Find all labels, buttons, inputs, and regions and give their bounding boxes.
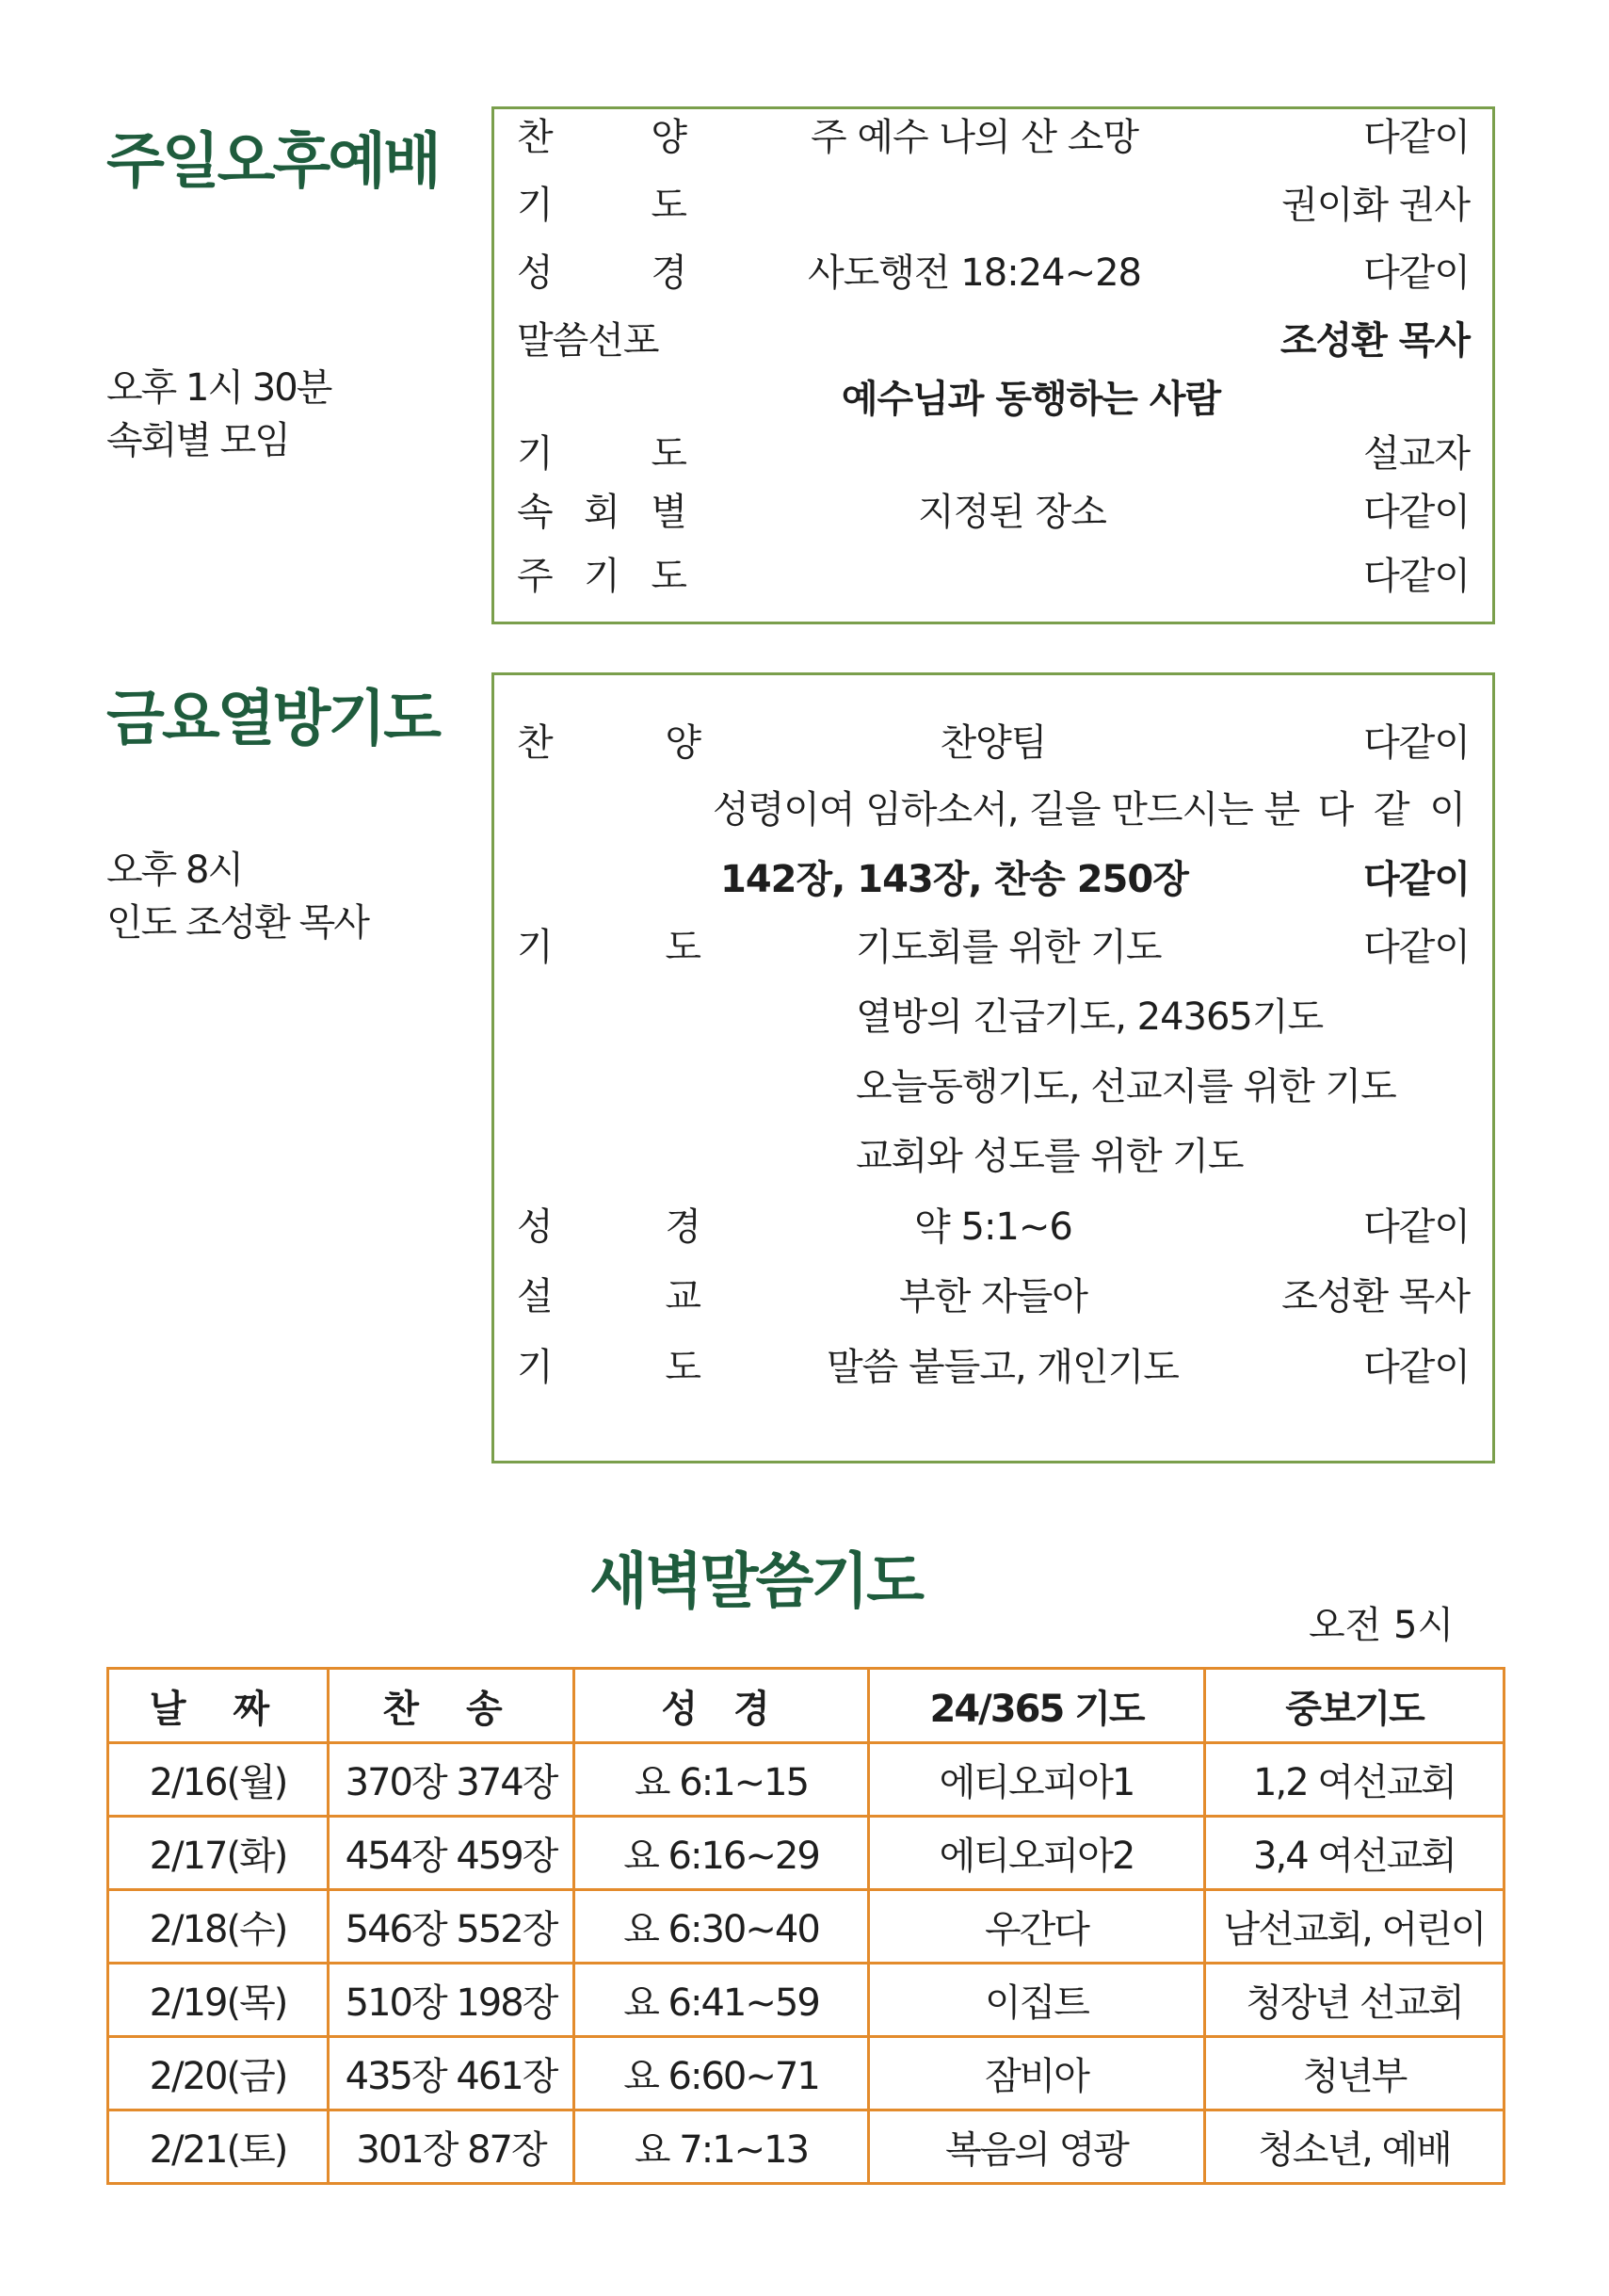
scripture-cell: 요 6:41~59: [574, 1964, 869, 2037]
order-row-sermon-title: [494, 371, 1492, 428]
order-center: 기도회를 위한 기도: [856, 926, 1162, 969]
order-label: 찬 양: [517, 116, 686, 159]
order-row-class: [494, 484, 1492, 541]
header-hymn: 찬 송: [329, 1669, 574, 1743]
friday-row-personal-prayer: [494, 1339, 1492, 1396]
order-center: 약 5:1~6: [914, 1205, 1072, 1249]
order-label: 찬 양: [517, 721, 700, 765]
dawn-prayer-title: 새벽말씀기도: [589, 1547, 922, 1617]
order-center: 지정된 장소: [918, 491, 1106, 534]
order-row-hymn: [494, 109, 1492, 166]
hymn-cell: 510장 198장: [329, 1964, 574, 2037]
order-center: 성령이여 임하소서, 길을 만드시는 분: [713, 788, 1300, 832]
friday-row-prayer: [494, 919, 1492, 976]
table-row: [108, 1817, 1504, 1890]
date-cell: 2/18(수): [108, 1890, 329, 1964]
prayer-topic-cell: 에티오피아2: [869, 1817, 1205, 1890]
friday-leader-note: 인도 조성환 목사: [106, 901, 368, 945]
order-center: 142장, 143장, 찬송 250장: [720, 858, 1188, 901]
scripture-cell: 요 7:1~13: [574, 2110, 869, 2184]
order-right: 설교자: [1363, 432, 1470, 476]
order-label: 말씀선포: [517, 319, 659, 363]
order-row-sermon: [494, 313, 1492, 369]
order-label: 기 도: [517, 184, 686, 227]
order-right: 조성환 목사: [1281, 1275, 1470, 1318]
order-right: 다같이: [1363, 858, 1470, 901]
order-center: 부한 자들아: [899, 1275, 1087, 1318]
order-right: 조성환 목사: [1279, 319, 1470, 363]
date-cell: 2/21(토): [108, 2110, 329, 2184]
scripture-cell: 요 6:60~71: [574, 2037, 869, 2110]
intercession-cell: 청년부: [1205, 2037, 1504, 2110]
order-label: 속 회 별: [517, 491, 686, 534]
intercession-cell: 청소년, 예배: [1205, 2110, 1504, 2184]
hymn-cell: 301장 87장: [329, 2110, 574, 2184]
order-right: 다같이: [1363, 1205, 1470, 1249]
dawn-schedule-table: [106, 1667, 1505, 2185]
friday-row-songs: [494, 782, 1492, 838]
order-right: 다같이: [1363, 926, 1470, 969]
order-label: 기 도: [517, 1346, 700, 1389]
hymn-cell: 435장 461장: [329, 2037, 574, 2110]
date-cell: 2/19(목): [108, 1964, 329, 2037]
order-center: 사도행전 18:24~28: [808, 251, 1141, 295]
intercession-cell: 남선교회, 어린이: [1205, 1890, 1504, 1964]
order-right: 다같이: [1363, 491, 1470, 534]
intercession-cell: 청장년 선교회: [1205, 1964, 1504, 2037]
sunday-service-title: 주일오후예배: [106, 127, 439, 197]
date-cell: 2/16(월): [108, 1743, 329, 1817]
sunday-time-note: 오후 1시 30분: [106, 366, 331, 410]
prayer-topic-cell: 잠비아: [869, 2037, 1205, 2110]
scripture-cell: 요 6:16~29: [574, 1817, 869, 1890]
header-intercession: 중보기도: [1205, 1669, 1504, 1743]
dawn-time: 오전 5시: [1309, 1604, 1455, 1647]
order-right: 다같이: [1363, 116, 1470, 159]
order-center: 말씀 붙들고, 개인기도: [827, 1346, 1179, 1389]
sunday-order-box: [491, 106, 1495, 624]
friday-row-scripture: [494, 1199, 1492, 1255]
order-row-scripture: [494, 245, 1492, 301]
hymn-cell: 546장 552장: [329, 1890, 574, 1964]
friday-row-sermon: [494, 1269, 1492, 1325]
friday-row-prayer-today: [494, 1059, 1492, 1115]
order-label: 성 경: [517, 251, 686, 295]
order-right: 다같이: [1363, 555, 1470, 598]
hymn-cell: 454장 459장: [329, 1817, 574, 1890]
order-row-lords-prayer: [494, 548, 1492, 605]
header-24365-prayer: 24/365 기도: [869, 1669, 1205, 1743]
friday-row-prayer-nations: [494, 989, 1492, 1045]
table-row: [108, 1964, 1504, 2037]
table-row: [108, 1743, 1504, 1817]
sunday-group-note: 속회별 모임: [106, 419, 289, 462]
friday-row-prayer-church: [494, 1128, 1492, 1185]
friday-order-box: [491, 672, 1495, 1463]
header-scripture: 성 경: [574, 1669, 869, 1743]
sermon-title: 예수님과 동행하는 사람: [841, 378, 1221, 421]
friday-time-note: 오후 8시: [106, 849, 243, 892]
order-label: 성 경: [517, 1205, 700, 1249]
order-center: 교회와 성도를 위한 기도: [856, 1135, 1244, 1178]
prayer-topic-cell: 이집트: [869, 1964, 1205, 2037]
prayer-topic-cell: 복음의 영광: [869, 2110, 1205, 2184]
order-row-prayer2: [494, 426, 1492, 482]
scripture-cell: 요 6:1~15: [574, 1743, 869, 1817]
date-cell: 2/20(금): [108, 2037, 329, 2110]
order-label: 기 도: [517, 432, 686, 476]
prayer-topic-cell: 에티오피아1: [869, 1743, 1205, 1817]
friday-prayer-title: 금요열방기도: [106, 685, 439, 754]
table-row: [108, 2110, 1504, 2184]
date-cell: 2/17(화): [108, 1817, 329, 1890]
order-label: 주 기 도: [517, 555, 686, 598]
intercession-cell: 1,2 여선교회: [1205, 1743, 1504, 1817]
order-right: 다 같 이: [1317, 788, 1470, 832]
order-center: 주 예수 나의 산 소망: [811, 116, 1138, 159]
scripture-cell: 요 6:30~40: [574, 1890, 869, 1964]
order-center: 찬양팀: [940, 721, 1047, 765]
friday-row-hymn-numbers: [494, 851, 1492, 908]
order-right: 다같이: [1363, 251, 1470, 295]
header-date: 날 짜: [108, 1669, 329, 1743]
friday-row-hymn: [494, 715, 1492, 771]
intercession-cell: 3,4 여선교회: [1205, 1817, 1504, 1890]
order-row-prayer: [494, 177, 1492, 234]
table-row: [108, 2037, 1504, 2110]
order-label: 기 도: [517, 926, 700, 969]
order-right: 다같이: [1363, 1346, 1470, 1389]
order-label: 설 교: [517, 1275, 700, 1318]
table-row: [108, 1890, 1504, 1964]
order-center: 오늘동행기도, 선교지를 위한 기도: [856, 1065, 1396, 1108]
order-right: 다같이: [1363, 721, 1470, 765]
order-right: 권이화 권사: [1281, 184, 1470, 227]
prayer-topic-cell: 우간다: [869, 1890, 1205, 1964]
hymn-cell: 370장 374장: [329, 1743, 574, 1817]
table-header-row: [108, 1669, 1504, 1743]
order-center: 열방의 긴급기도, 24365기도: [856, 995, 1324, 1039]
